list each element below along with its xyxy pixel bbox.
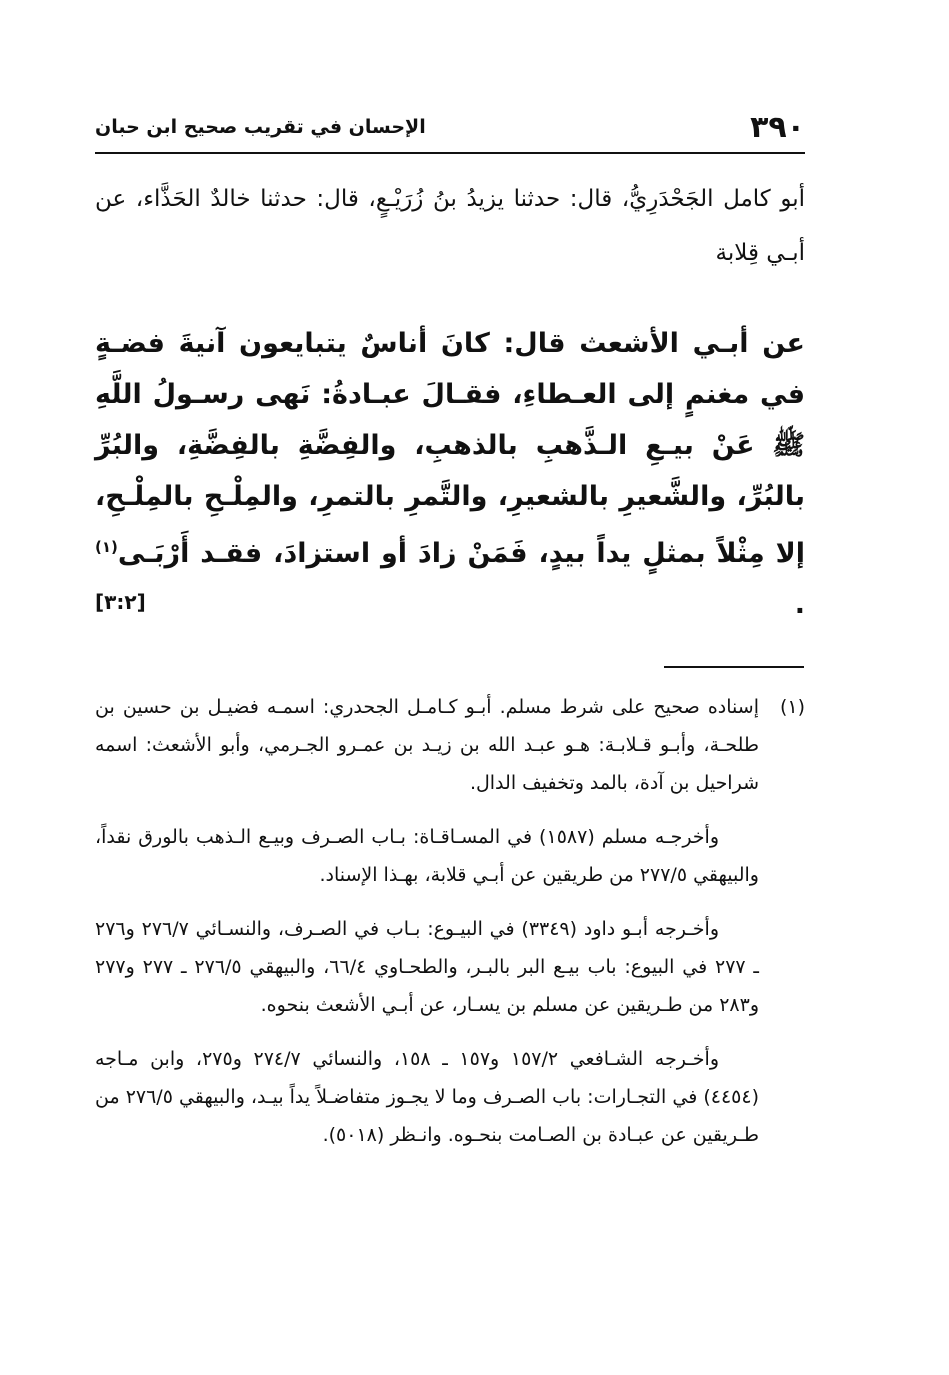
footnote-marker: (١) [779, 696, 805, 718]
footnote-paragraph: وأخـرجه الشـافعي ١٥٧/٢ و١٥٧ ـ ١٥٨، والنسائي ٢٧٤/٧ و٢٧٥، وابن مـاجه (٤٤٥٤) في التجـارات: باب الصـرف وما لا يجـوز متفاضـلاً يداً بيـد، والبيهقي ٢٧٦/٥ من طـريقين عن عبـادة بن الصـامت بنحـوه. وانـظر (٥٠١٨). [95, 1048, 759, 1146]
isnad-chain: أبو كامل الجَحْدَرِيُّ، قال: حدثنا يزيدُ بنُ زُرَيْـعٍ، قال: حدثنا خالدٌ الحَذَّاء، عن أبـي قِلابة [95, 186, 805, 266]
running-title: الإحسان في تقريب صحيح ابن حبان [95, 116, 426, 138]
hadith-end-mark: . [794, 589, 805, 620]
footnote-reference: (١) [95, 538, 118, 556]
hadith-text [95, 318, 805, 630]
page-header [95, 108, 805, 154]
footnote-paragraph: وأخرجـه مسلم (١٥٨٧) في المسـاقـاة: بـاب الصـرف وبيـع الـذهب بالورق نقداً، والبيهقي ٢٧٧/٥ من طريقين عن أبـي قلابة، بهـذا الإسناد. [95, 826, 759, 886]
footnote-separator [664, 666, 804, 668]
hadith-matn: عن أبـي الأشعث قال: كانَ أناسٌ يتبايعون آنيةَ فضـةٍ في مغنمٍ إلى العـطاءِ، فقـالَ عبـادةُ: نَهى رسـولُ اللَّهِ ﷺ عَنْ بيـعِ الـذَّهبِ بالذهبِ، والفِضَّةِ بالفِضَّةِ، والبُرِّ بالبُرِّ، والشَّعيرِ بالشعيرِ، والتَّمرِ بالتمرِ، والمِلْـحِ بالمِلْـحِ، إلا مِثْلاً بمثلٍ يداً بيدٍ، فَمَنْ زادَ أو استزادَ، فقـد أَرْبَـى [95, 328, 805, 569]
footnote-text: إسناده صحيح على شرط مسلم. أبـو كـامـل الجحدري: اسمـه فضيـل بن حسين بن طلحـة، وأبـو قـلابـة: هـو عبـد الله بن زيـد بن عمـرو الجـرمي، وأبو الأشعث: اسمه شراحيل بن آدة، بالمد وتخفيف الدال. [95, 696, 759, 794]
hadith-reference: [٣:٢] [95, 590, 146, 614]
footnote-paragraph: وأخـرجه أبـو داود (٣٣٤٩) في البيـوع: بـاب في الصـرف، والنسـائي ٢٧٦/٧ و٢٧٦ ـ ٢٧٧ في البيوع: باب بيـع البر بالبـر، والطحـاوي ٦٦/٤، والبيهقي ٢٧٦/٥ ـ ٢٧٧ و٢٧٧ و٢٨٣ من طـريقين عن مسلم بن يسـار، عن أبـي الأشعث بنحوه. [95, 918, 759, 1016]
footnotes-section [95, 688, 805, 1170]
footnote-paragraph [95, 688, 805, 802]
page-number: ٣٩٠ [750, 110, 805, 145]
hadith-body [95, 318, 805, 630]
